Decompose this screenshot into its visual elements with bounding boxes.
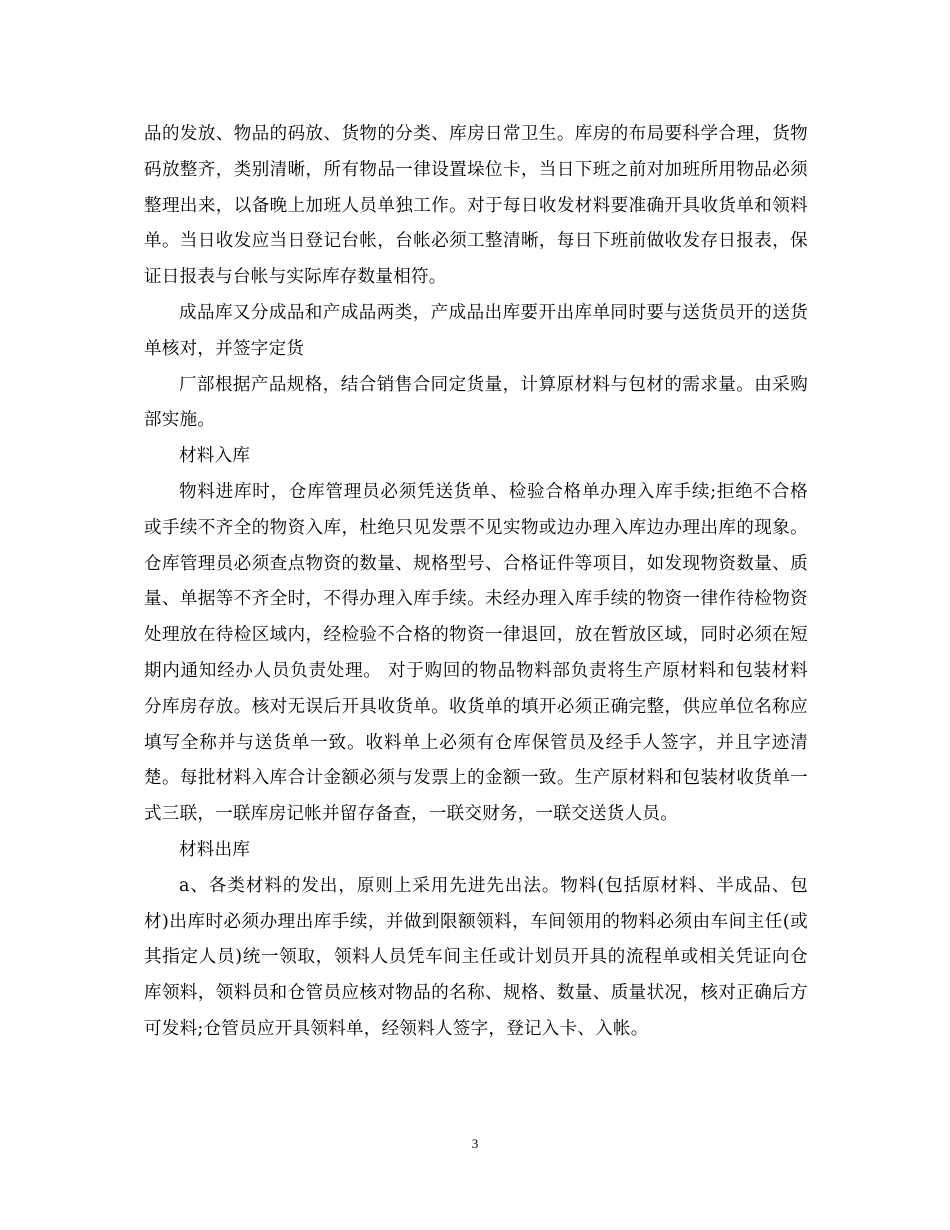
paragraph-material-requirements: 厂部根据产品规格，结合销售合同定货量，计算原材料与包材的需求量。由采购部实施。 (144, 374, 808, 431)
page-number: 3 (471, 1136, 479, 1151)
heading-material-inbound: 材料入库 (179, 446, 251, 467)
paragraph-finished-goods: 成品库又分成品和产成品两类，产成品出库要开出库单同时要与送货员开的送货单核对，并签字定货 (144, 302, 808, 359)
paragraph-warehouse-layout: 品的发放、物品的码放、货物的分类、库房日常卫生。库房的布局要科学合理，货物码放整齐，类别清晰，所有物品一律设置垛位卡，当日下班之前对加班所用物品必须整理出来，以备晚上加班人员单独工作。对于每日收发材料要准确开具收货单和领料单。当日收发应当日登记台帐，台帐必须工整清晰，每日下班前做收发存日报表，保证日报表与台帐与实际库存数量相符。 (144, 124, 808, 288)
paragraph-outbound-procedure: a、各类材料的发出，原则上采用先进先出法。物料(包括原材料、半成品、包材)出库时必须办理出库手续，并做到限额领料，车间领用的物料必须由车间主任(或其指定人员)统一领取，领料人员凭车间主任或计划员开具的流程单或相关凭证向仓库领料，领料员和仓管员应核对物品的名称、规格、数量、质量状况，核对正确后方可发料;仓管员应开具领料单，经领料人签字，登记入卡、入帐。 (144, 875, 808, 1039)
document-body (144, 117, 808, 1048)
paragraph-inbound-procedure: 物料进库时，仓库管理员必须凭送货单、检验合格单办理入库手续;拒绝不合格或手续不齐全的物资入库，杜绝只见发票不见实物或边办理入库边办理出库的现象。 仓库管理员必须查点物资的数量、规格型号、合格证件等项目，如发现物资数量、质量、单据等不齐全时，不得办理入库手续。未经办理入库手续的物资一律作待检物资处理放在待检区域内，经检验不合格的物资一律退回，放在暂放区域，同时必须在短期内通知经办人员负责处理。 对于购回的物品物料部负责将生产原材料和包装材料分库房存放。核对无误后开具收货单。收货单的填开必须正确完整，供应单位名称应填写全称并与送货单一致。收料单上必须有仓库保管员及经手人签字，并且字迹清楚。每批材料入库合计金额必须与发票上的金额一致。生产原材料和包装材收货单一式三联，一联库房记帐并留存备查，一联交财务，一联交送货人员。 (144, 481, 808, 825)
heading-material-outbound: 材料出库 (179, 839, 251, 860)
